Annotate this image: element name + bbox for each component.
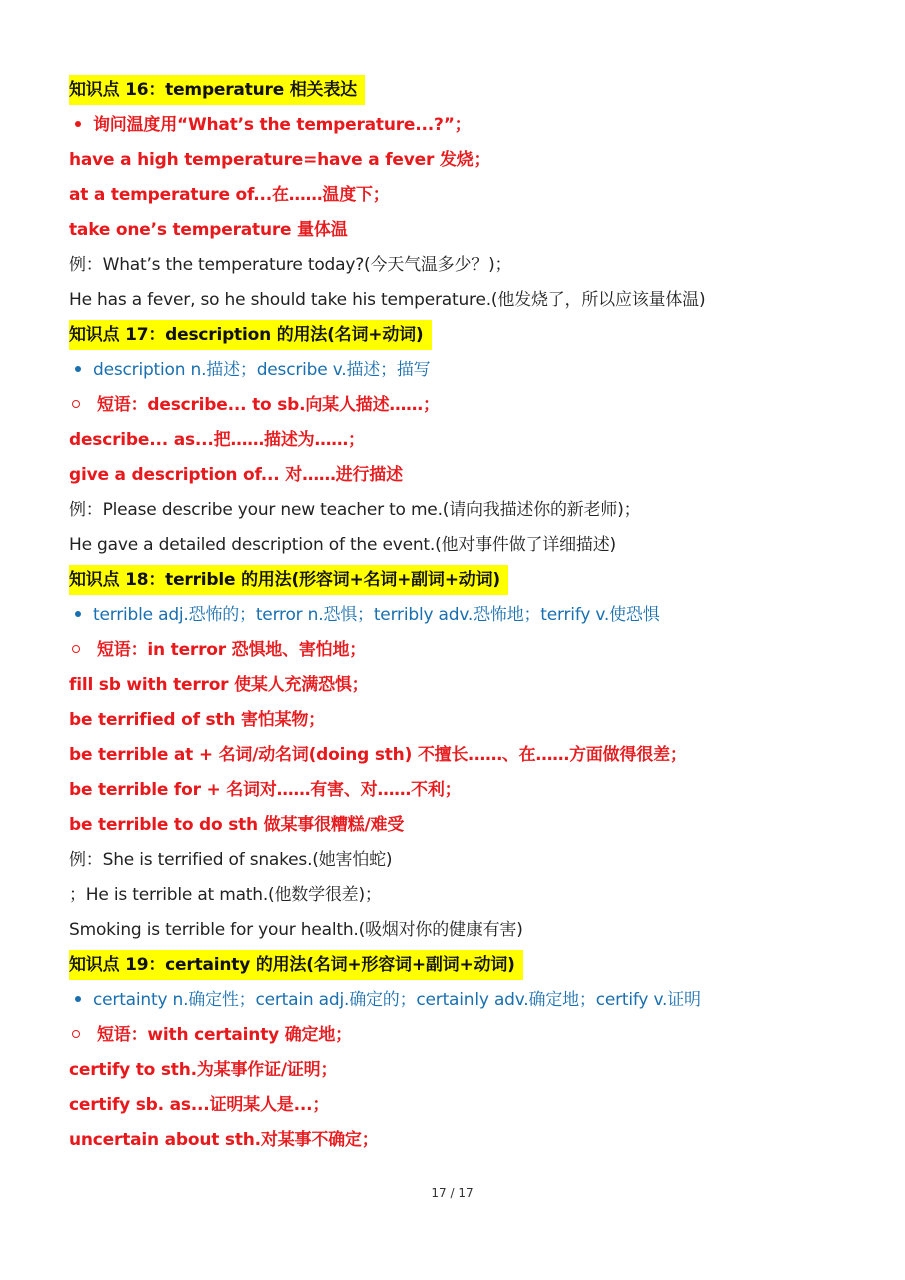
phrase-line — [69, 740, 687, 770]
line-text: 询问温度用“What’s the temperature...?”； — [93, 115, 472, 135]
line-text: certify sb. as...证明某人是...； — [69, 1095, 330, 1115]
phrase-line — [69, 1055, 337, 1085]
line-text: take one’s temperature 量体温 — [69, 220, 348, 240]
line-text: Smoking is terrible for your health.(吸烟对你的健康有害) — [69, 920, 523, 940]
phrase-line — [69, 460, 403, 490]
example-sentence — [69, 915, 523, 945]
line-text: be terrified of sth 害怕某物； — [69, 710, 325, 730]
phrase-line — [69, 1125, 379, 1155]
phrase-line — [69, 215, 348, 245]
bullet-item — [69, 390, 440, 420]
page-number: 17 / 17 — [431, 1186, 474, 1200]
line-text: 短语：in terror 恐惧地、害怕地； — [97, 640, 367, 660]
line-text: at a temperature of...在……温度下； — [69, 185, 390, 205]
line-text: description n.描述；describe v.描述；描写 — [93, 360, 431, 380]
bullet-item — [69, 355, 430, 385]
bullet-item — [69, 600, 660, 630]
line-text: ；He is terrible at math.(他数学很差)； — [69, 885, 382, 905]
line-text: certify to sth.为某事作证/证明； — [69, 1060, 338, 1080]
line-text: 例：What’s the temperature today?(今天气温多少？)； — [69, 255, 512, 275]
phrase-line — [69, 670, 369, 700]
example-sentence — [69, 530, 616, 560]
example-sentence — [69, 285, 705, 315]
bullet-item — [69, 1020, 352, 1050]
line-text: 例：Please describe your new teacher to me.(请向我描述你的新老师)； — [69, 500, 641, 520]
bullet-item — [69, 635, 366, 665]
bullet-ring-icon — [69, 390, 97, 420]
line-text: 短语：describe... to sb.向某人描述……； — [97, 395, 440, 415]
line-text: be terrible for + 名词对……有害、对……不利； — [69, 780, 462, 800]
line-text: describe... as...把……描述为……； — [69, 430, 365, 450]
line-text: give a description of... 对……进行描述 — [69, 465, 403, 485]
phrase-line — [69, 810, 404, 840]
bullet-dot-icon — [69, 600, 93, 630]
line-text: be terrible at + 名词/动名词(doing sth) 不擅长……、在……方面做得很差； — [69, 745, 687, 765]
line-text: He gave a detailed description of the event.(他对事件做了详细描述) — [69, 535, 616, 555]
phrase-line — [69, 1090, 329, 1120]
phrase-line — [69, 145, 490, 175]
phrase-line — [69, 425, 365, 455]
example-sentence — [69, 880, 382, 910]
bullet-item — [69, 985, 701, 1015]
example-sentence — [69, 495, 640, 525]
line-text: terrible adj.恐怖的；terror n.恐惧；terribly adv.恐怖地；terrify v.使恐惧 — [93, 605, 660, 625]
bullet-dot-icon — [69, 985, 93, 1015]
example-sentence — [69, 250, 511, 280]
phrase-line — [69, 180, 390, 210]
example-sentence — [69, 845, 392, 875]
section-heading: 知识点 16：temperature 相关表达 — [69, 75, 365, 105]
bullet-ring-icon — [69, 635, 97, 665]
line-text: uncertain about sth.对某事不确定； — [69, 1130, 379, 1150]
line-text: be terrible to do sth 做某事很糟糕/难受 — [69, 815, 405, 835]
line-text: 例：She is terrified of snakes.(她害怕蛇) — [69, 850, 393, 870]
phrase-line — [69, 775, 461, 805]
line-text: have a high temperature=have a fever 发烧； — [69, 150, 491, 170]
section-heading: 知识点 17：description 的用法(名词+动词) — [69, 320, 432, 350]
section-heading: 知识点 18：terrible 的用法(形容词+名词+副词+动词) — [69, 565, 508, 595]
line-text: He has a fever, so he should take his temperature.(他发烧了，所以应该量体温) — [69, 290, 706, 310]
phrase-line — [69, 705, 325, 735]
bullet-item — [69, 110, 471, 140]
bullet-dot-icon — [69, 110, 93, 140]
bullet-ring-icon — [69, 1020, 97, 1050]
section-heading: 知识点 19：certainty 的用法(名词+形容词+副词+动词) — [69, 950, 523, 980]
line-text: certainty n.确定性；certain adj.确定的；certainly adv.确定地；certify v.证明 — [93, 990, 701, 1010]
line-text: fill sb with terror 使某人充满恐惧； — [69, 675, 369, 695]
line-text: 短语：with certainty 确定地； — [97, 1025, 352, 1045]
bullet-dot-icon — [69, 355, 93, 385]
